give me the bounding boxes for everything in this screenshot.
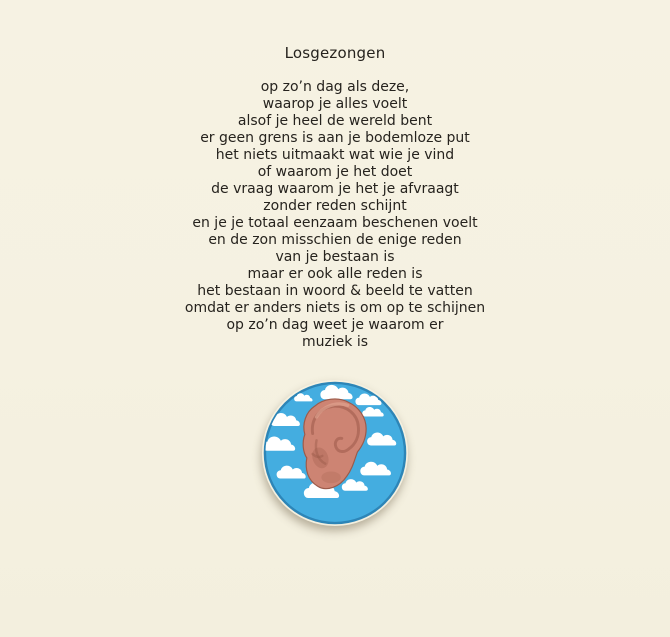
poem-line: waarop je alles voelt <box>262 96 408 112</box>
poem-line: op zo’n dag weet je waarom er <box>226 317 444 333</box>
poem-line: op zo’n dag als deze, <box>260 79 410 95</box>
poem-line: het niets uitmaakt wat wie je vind <box>215 147 455 163</box>
poem-line: de vraag waarom je het je afvraagt <box>211 181 459 197</box>
poem-line: en je je totaal eenzaam beschenen voelt <box>192 215 478 231</box>
ear-sky-badge <box>262 380 408 526</box>
ear-sky-badge-graphic <box>262 380 408 526</box>
poem-title: Losgezongen <box>284 44 386 62</box>
poem-line: alsof je heel de wereld bent <box>237 113 433 129</box>
poem-line: muziek is <box>301 334 369 350</box>
poem-line: of waarom je het doet <box>257 164 413 180</box>
poem-body <box>185 79 485 351</box>
poem-line: er geen grens is aan je bodemloze put <box>200 130 470 146</box>
poem-line: en de zon misschien de enige reden <box>208 232 462 248</box>
poem-line: zonder reden schijnt <box>263 198 407 214</box>
poem-line: omdat er anders niets is om op te schijnen <box>184 300 486 316</box>
poem-line: van je bestaan is <box>275 249 395 265</box>
poem-line: het bestaan in woord & beeld te vatten <box>197 283 473 299</box>
poem-line: maar er ook alle reden is <box>247 266 423 282</box>
